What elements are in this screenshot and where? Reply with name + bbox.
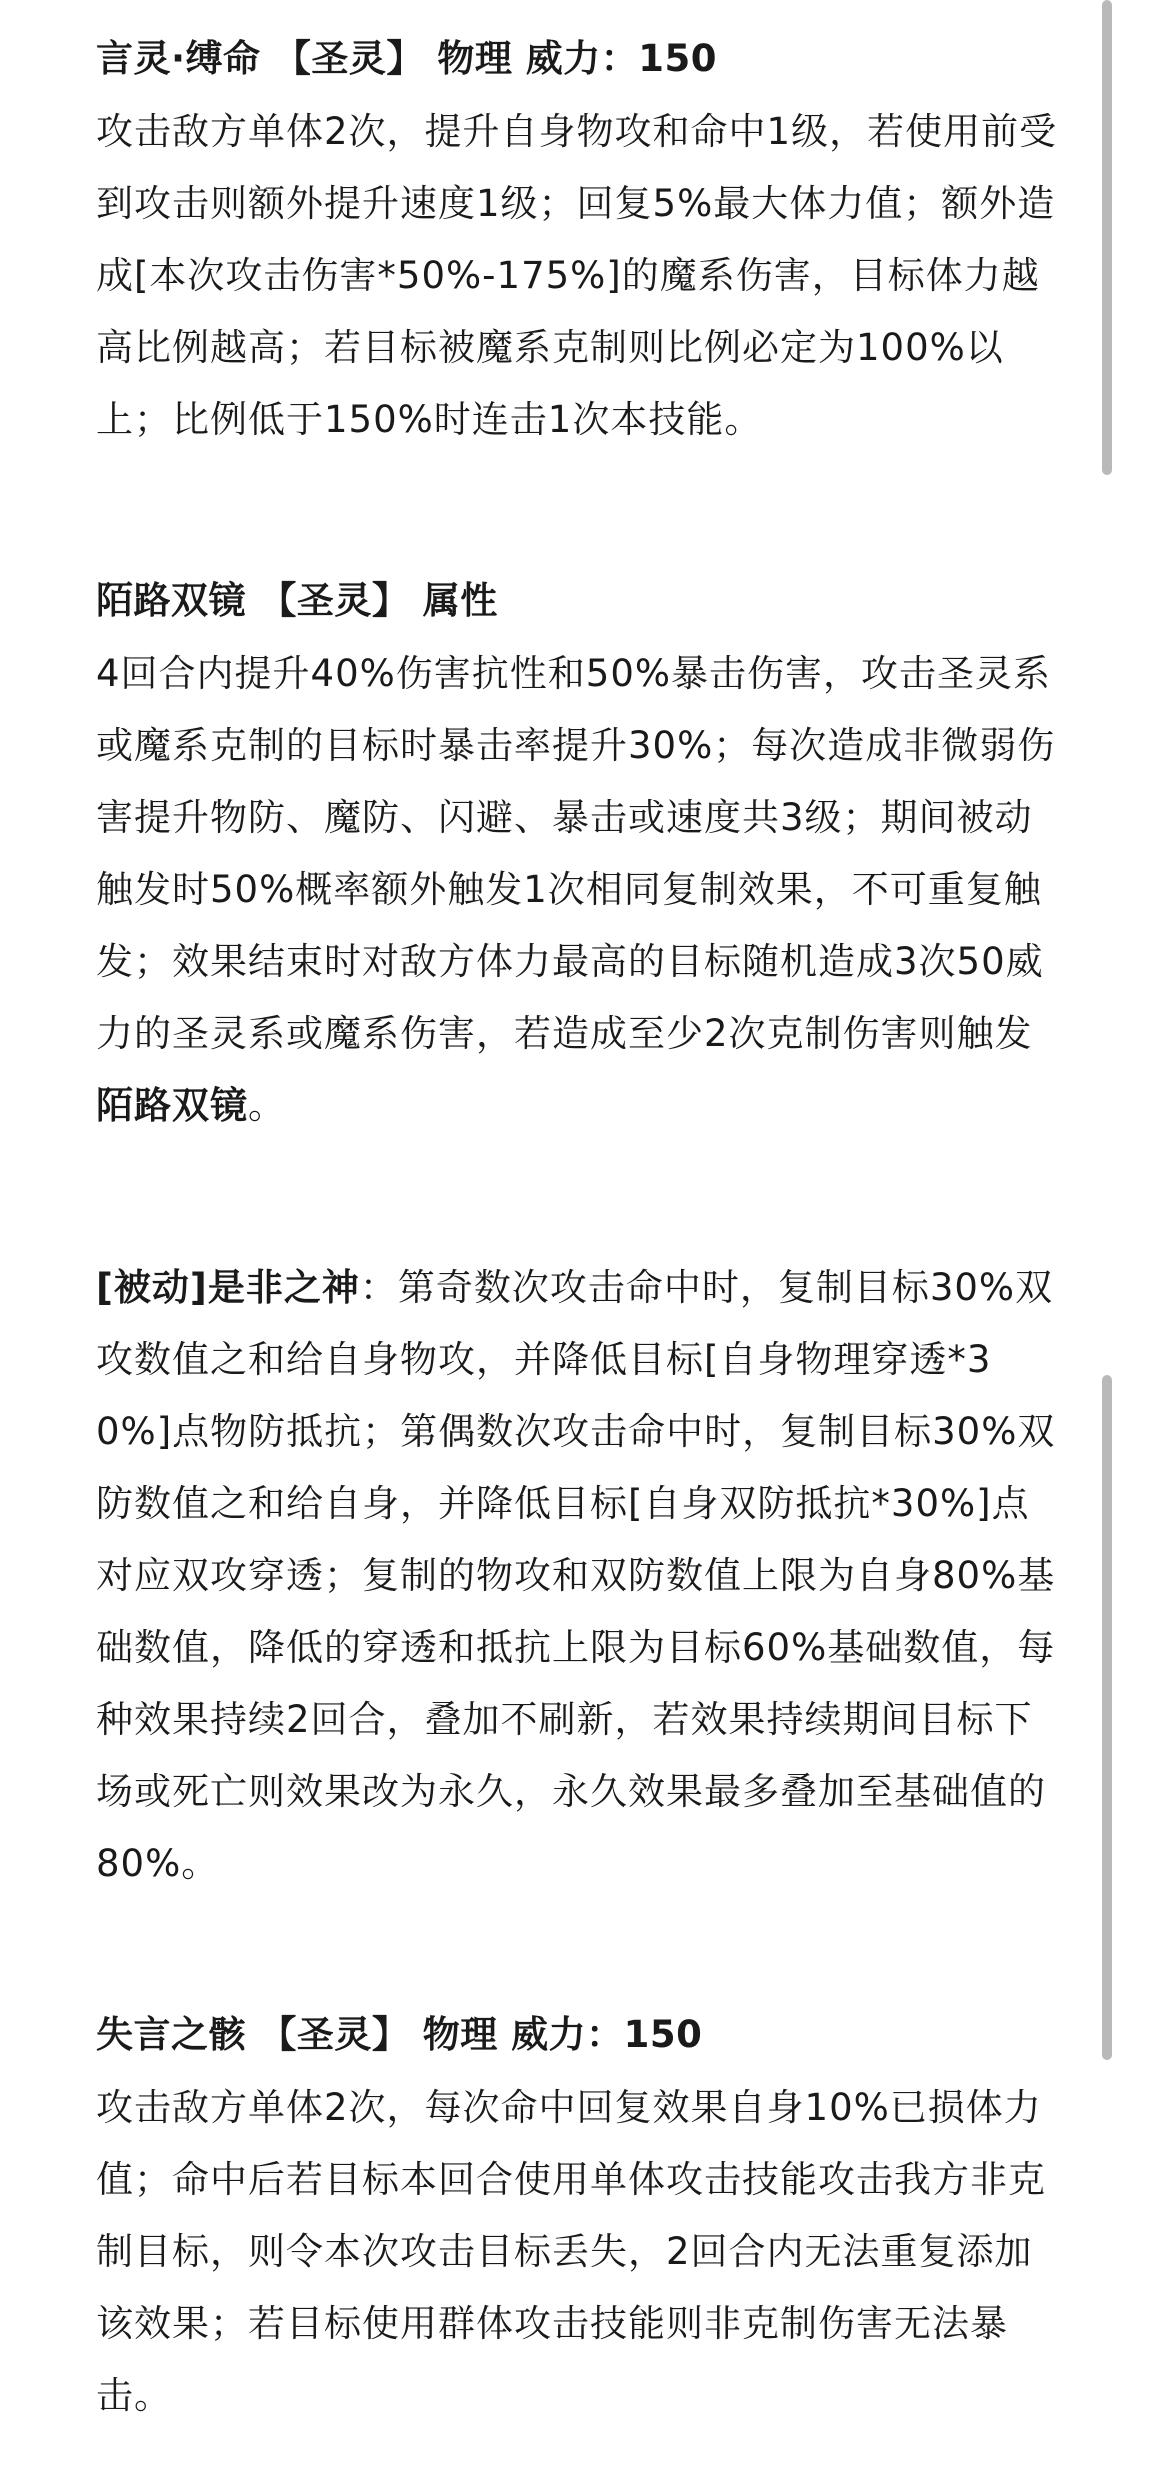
skill-title: 失言之骸 【圣灵】 物理 威力：150 <box>96 2013 703 2056</box>
scrollbar-thumb[interactable] <box>1102 1375 1112 2060</box>
skill-description-text: 4回合内提升40%伤害抗性和50%暴击伤害，攻击圣灵系或魔系克制的目标时暴击率提升30%；每次造成非微弱伤害提升物防、魔防、闪避、暴击或速度共3级；期间被动触发时50%概率额外触发1次相同复制效果，不可重复触发；效果结束时对敌方体力最高的目标随机造成3次50威力的圣灵系或魔系伤害，若造成至少2次克制伤害则触发 <box>96 652 1056 1055</box>
skill-description: 攻击敌方单体2次，每次命中回复效果自身10%已损体力值；命中后若目标本回合使用单体攻击技能攻击我方非克制目标，则令本次攻击目标丢失，2回合内无法重复添加该效果；若目标使用群体攻击技能则非克制伤害无法暴击。 <box>96 2086 1046 2417</box>
skill-description <box>96 1252 1066 1900</box>
skill-title: 言灵·缚命 【圣灵】 物理 威力：150 <box>96 37 717 80</box>
skill-description-end: 。 <box>248 1084 286 1127</box>
skill-title: [被动]是非之神 <box>96 1266 360 1309</box>
skill-section-3 <box>96 1252 1066 1900</box>
skill-section-4 <box>96 2008 1066 2432</box>
skill-description-text: 第奇数次攻击命中时，复制目标30%双攻数值之和给自身物攻，并降低目标[自身物理穿透*30%]点物防抵抗；第偶数次攻击命中时，复制目标30%双防数值之和给自身，并降低目标[自身双防抵抗*30%]点对应双攻穿透；复制的物攻和双防数值上限为自身80%基础数值，降低的穿透和抵抗上限为目标60%基础数值，每种效果持续2回合，叠加不刷新，若效果持续期间目标下场或死亡则效果改为永久，永久效果最多叠加至基础值的80%。 <box>96 1266 1056 1885</box>
skill-name-reference: 陌路双镜 <box>96 1084 248 1127</box>
skill-description: 攻击敌方单体2次，提升自身物攻和命中1级，若使用前受到攻击则额外提升速度1级；回复5%最大体力值；额外造成[本次攻击伤害*50%-175%]的魔系伤害，目标体力越高比例越高；若目标被魔系克制则比例必定为100%以上；比例低于150%时连击1次本技能。 <box>96 110 1058 441</box>
skill-description <box>96 638 1066 1142</box>
skill-section-2 <box>96 574 1066 1142</box>
title-separator: ： <box>359 1266 398 1309</box>
skill-section-1 <box>96 32 1066 456</box>
scrollbar-thumb-top[interactable] <box>1102 0 1112 475</box>
skill-title: 陌路双镜 【圣灵】 属性 <box>96 579 498 622</box>
